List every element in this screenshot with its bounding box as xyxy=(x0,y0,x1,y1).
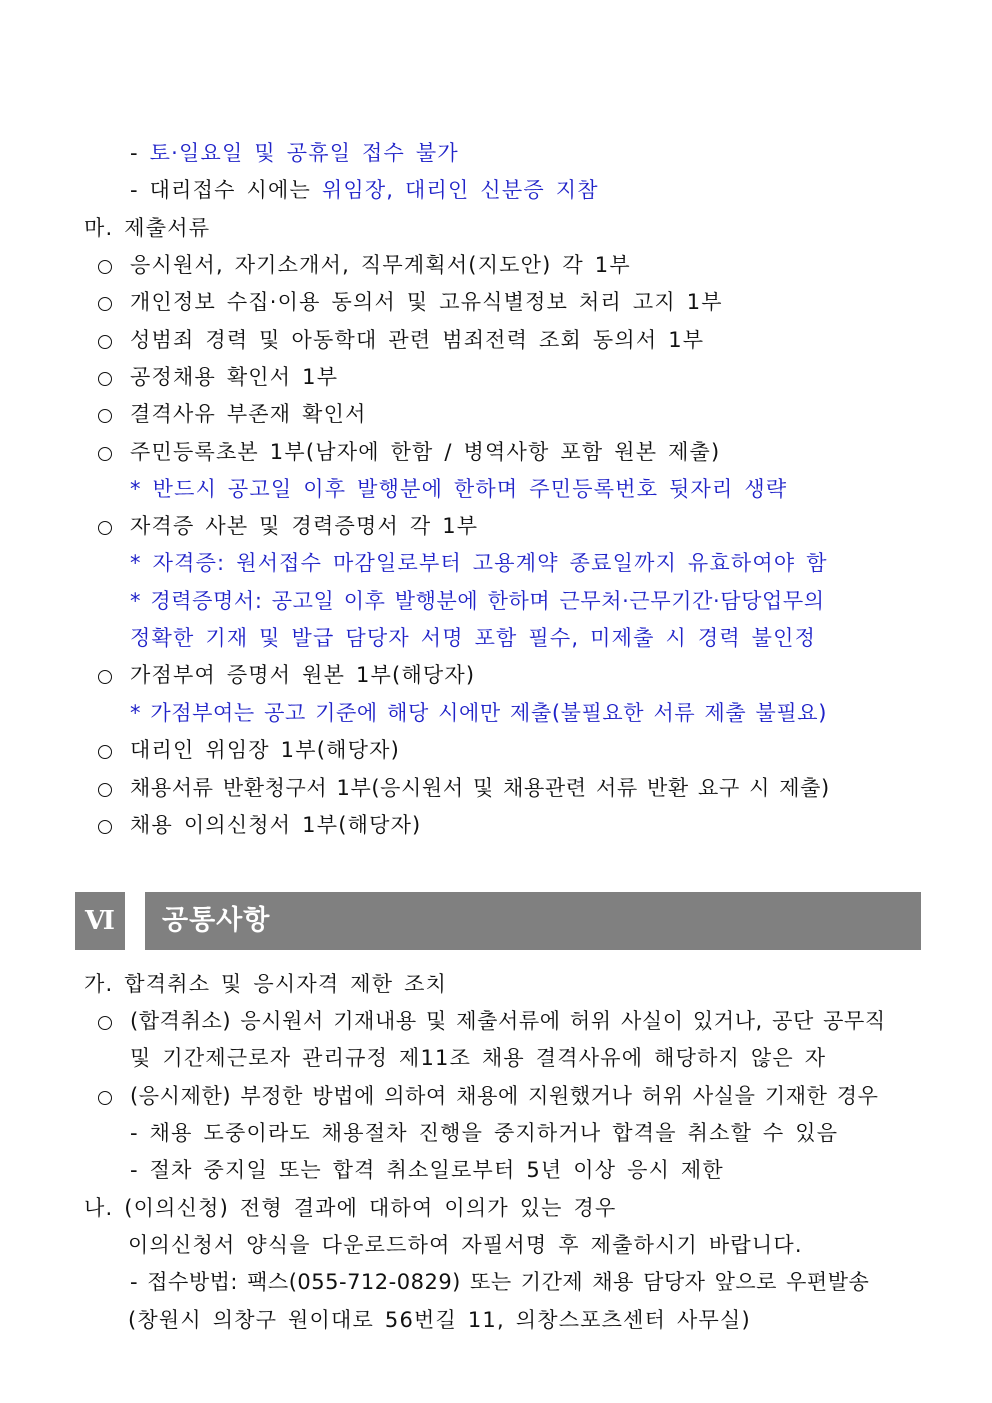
note-continuation: 정확한 기재 및 발급 담당자 서명 포함 필수, 미제출 시 경력 불인정 xyxy=(130,626,817,650)
note-text: 자격증: 원서접수 마감일로부터 고용계약 종료일까지 유효하여야 함 xyxy=(152,551,828,575)
dash: - xyxy=(130,141,139,165)
subsection-heading: 가. 합격취소 및 응시자격 제한 조치 xyxy=(84,972,448,996)
circle-bullet-icon xyxy=(98,521,112,535)
note-text: 반드시 공고일 이후 발행분에 한하며 주민등록번호 뒷자리 생략 xyxy=(152,477,788,501)
list-item-continuation: 및 기간제근로자 관리규정 제11조 채용 결격사유에 해당하지 않은 자 xyxy=(130,1046,827,1070)
notice-text: 위임장, 대리인 신분증 지참 xyxy=(321,178,599,202)
list-item: 공정채용 확인서 1부 xyxy=(130,365,339,389)
asterisk-icon: * xyxy=(130,589,142,613)
list-item: 가점부여 증명서 원본 1부(해당자) xyxy=(130,663,476,687)
asterisk-icon: * xyxy=(130,477,142,501)
bullet-line xyxy=(130,176,599,204)
note-line xyxy=(130,475,787,503)
circle-bullet-icon xyxy=(98,783,112,797)
asterisk-icon: * xyxy=(130,551,142,575)
circle-bullet-icon xyxy=(98,372,112,386)
list-item: 응시원서, 자기소개서, 직무계획서(지도안) 각 1부 xyxy=(130,253,631,277)
subsection-heading: 마. 제출서류 xyxy=(84,216,211,240)
dash-line: - 접수방법: 팩스(055-712-0829) 또는 기간제 채용 담당자 앞으로 우편발송 xyxy=(130,1270,870,1294)
circle-bullet-icon xyxy=(98,1091,112,1105)
note-text: 경력증명서: 공고일 이후 발행분에 한하며 근무처·근무기간·담당업무의 xyxy=(150,589,825,613)
list-item: (응시제한) 부정한 방법에 의하여 채용에 지원했거나 허위 사실을 기재한 경우 xyxy=(130,1084,879,1108)
note-line xyxy=(130,549,828,577)
circle-bullet-icon xyxy=(98,409,112,423)
section-title: 공통사항 xyxy=(162,905,271,936)
list-item: 결격사유 부존재 확인서 xyxy=(130,402,367,426)
list-item: 성범죄 경력 및 아동학대 관련 범죄전력 조회 동의서 1부 xyxy=(130,328,705,352)
body-text: 이의신청서 양식을 다운로드하여 자필서명 후 제출하시기 바랍니다. xyxy=(128,1233,803,1257)
dash-line: - 절차 중지일 또는 합격 취소일로부터 5년 이상 응시 제한 xyxy=(130,1158,724,1182)
circle-bullet-icon xyxy=(98,1016,112,1030)
list-item: 개인정보 수집·이용 동의서 및 고유식별정보 처리 고지 1부 xyxy=(130,290,723,314)
dash-line: - 채용 도중이라도 채용절차 진행을 중지하거나 합격을 취소할 수 있음 xyxy=(130,1121,839,1145)
section-header xyxy=(145,892,921,950)
note-line xyxy=(130,587,825,615)
list-item: 자격증 사본 및 경력증명서 각 1부 xyxy=(130,514,479,538)
circle-bullet-icon xyxy=(98,670,112,684)
circle-bullet-icon xyxy=(98,297,112,311)
section-number: Ⅵ xyxy=(75,892,125,950)
list-item: 주민등록초본 1부(남자에 한함 / 병역사항 포함 원본 제출) xyxy=(130,440,721,464)
address-text: (창원시 의창구 원이대로 56번길 11, 의창스포츠센터 사무실) xyxy=(128,1308,751,1332)
asterisk-icon: * xyxy=(130,701,142,725)
list-item: (합격취소) 응시원서 기재내용 및 제출서류에 허위 사실이 있거나, 공단 공무직 xyxy=(130,1009,886,1033)
list-item: 대리인 위임장 1부(해당자) xyxy=(130,738,400,762)
note-line xyxy=(130,699,827,727)
note-text: 가점부여는 공고 기준에 해당 시에만 제출(불필요한 서류 제출 불필요) xyxy=(150,701,827,725)
subsection-heading: 나. (이의신청) 전형 결과에 대하여 이의가 있는 경우 xyxy=(84,1196,617,1220)
list-item: 채용서류 반환청구서 1부(응시원서 및 채용관련 서류 반환 요구 시 제출) xyxy=(130,776,830,800)
line-prefix: 대리접수 시에는 xyxy=(149,178,311,202)
notice-text: 토·일요일 및 공휴일 접수 불가 xyxy=(149,141,459,165)
circle-bullet-icon xyxy=(98,447,112,461)
list-item: 채용 이의신청서 1부(해당자) xyxy=(130,813,422,837)
dash: - xyxy=(130,178,139,202)
circle-bullet-icon xyxy=(98,335,112,349)
circle-bullet-icon xyxy=(98,260,112,274)
circle-bullet-icon xyxy=(98,820,112,834)
bullet-line xyxy=(130,139,459,167)
circle-bullet-icon xyxy=(98,745,112,759)
